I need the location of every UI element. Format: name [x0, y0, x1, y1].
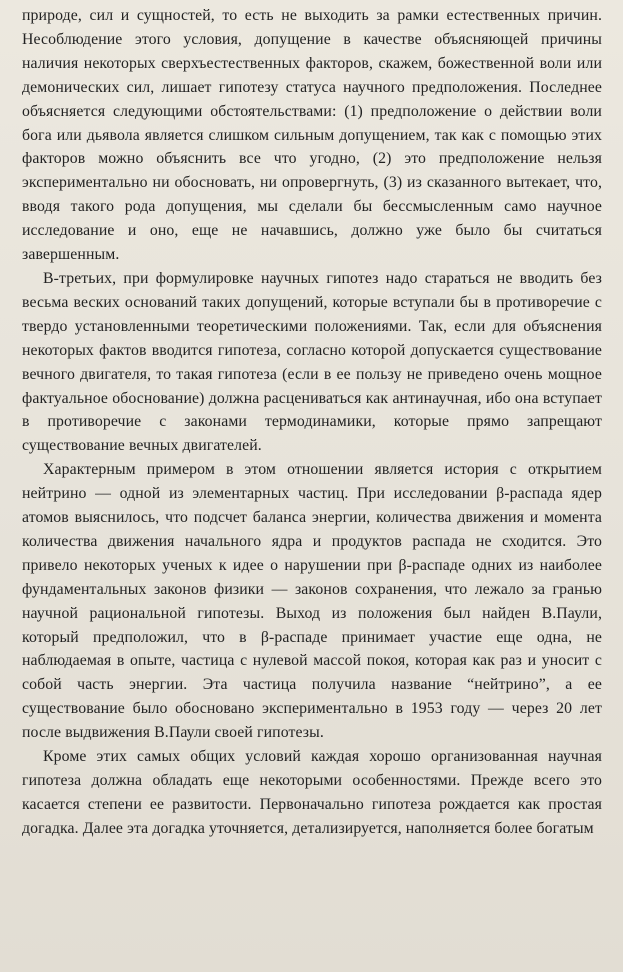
paragraph-2: В-третьих, при формулировке научных гипотез надо стараться не вводить без весьма веских оснований таких допущений, которые вступали бы в противоречие с твердо установленными теоретическими положениями. Так, если для объяснения некоторых фактов вводится гипотеза, согласно которой допускается существование вечного двигателя, то такая гипотеза (если в ее пользу не приведено очень мощное фактуальное обоснование) должна расцениваться как антинаучная, ибо она вступает в противоречие с законами термодинамики, которые прямо запрещают существование вечных двигателей. [22, 269, 602, 455]
paragraph-3: Характерным примером в этом отношении является история с открытием нейтрино — одной из элементарных частиц. При исследовании β-распада ядер атомов выяснилось, что подсчет баланса энергии, количества движения и момента количества движения начального ядра и продуктов распада не сходится. Это привело некоторых ученых к идее о нарушении при β-распаде одних из наиболее фундаментальных законов физики — законов сохранения, что лежало за гранью научной рациональной гипотезы. Выход из положения был найден В.Паули, который предположил, что в β-распаде принимает участие еще одна, не наблюдаемая в опыте, частица с нулевой массой покоя, которая как раз и уносит с собой часть энергии. Эта частица получила название “нейтрино”, а ее существование было обосновано экспериментально в 1953 году — через 20 лет после выдвижения В.Паули своей гипотезы. [22, 461, 602, 742]
paragraph-4: Кроме этих самых общих условий каждая хорошо организованная научная гипотеза должна обладать еще некоторыми особенностями. Прежде всего это касается степени ее развитости. Первоначально гипотеза рождается как простая догадка. Далее эта догадка уточняется, детализируется, наполняется более богатым [22, 748, 602, 837]
paragraph-1: природе, сил и сущностей, то есть не выходить за рамки естественных причин. Несоблюдение этого условия, допущение в качестве объясняющей причины наличия некоторых сверхъестественных факторов, скажем, божественной воли или демонических сил, лишает гипотезу статуса научного предположения. Последнее объясняется следующими обстоятельствами: (1) предположение о действии воли бога или дьявола является слишком сильным допущением, так как с помощью этих факторов можно объяснить все что угодно, (2) это предположение нельзя экспериментально ни обосновать, ни опровергнуть, (3) из сказанного вытекает, что, вводя такого рода допущения, мы сделали бы бессмысленным само научное исследование и оно, еще не начавшись, должно уже было бы считаться завершенным. [22, 7, 602, 264]
